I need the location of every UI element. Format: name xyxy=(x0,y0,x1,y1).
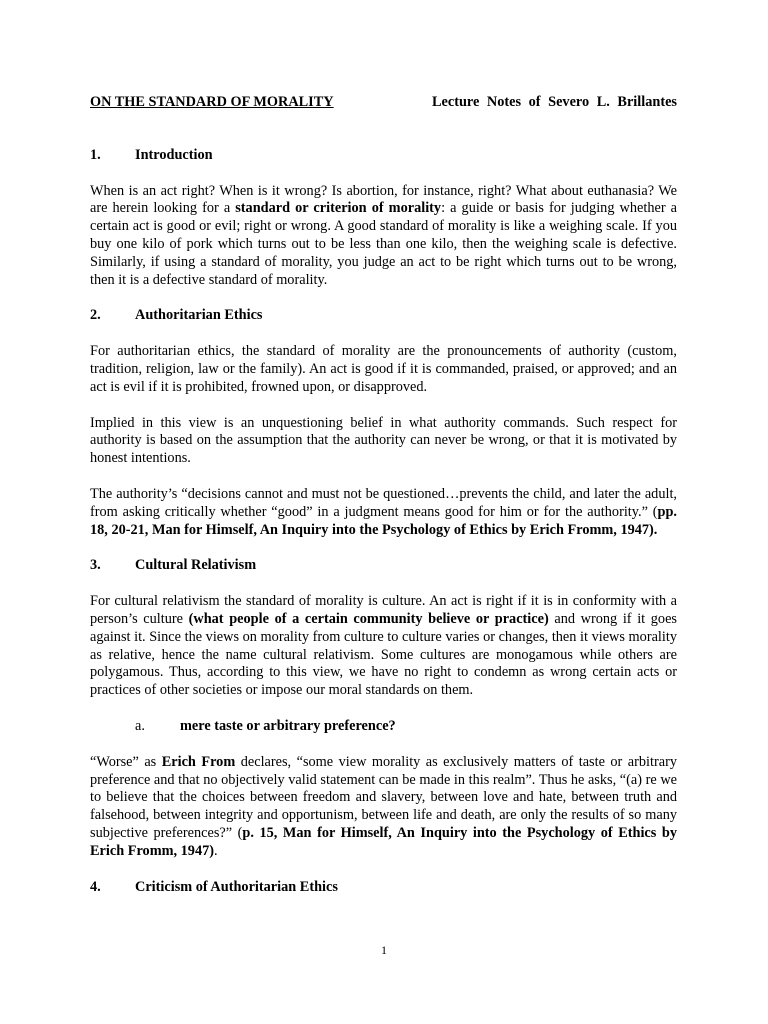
document-title: ON THE STANDARD OF MORALITY xyxy=(90,94,334,110)
section-number: 3. xyxy=(90,557,101,574)
text-run: and wrong if it goes against it. Since the views on morality from culture to culture varies or changes, then it views morality as relative, hence the name cultural relativism. Some cultures are monogamous while others are polygamous. Thus, according to this view, we have no right to condemn as wrong certain acts or practices of other societies or impose our moral standards on them. xyxy=(90,610,677,699)
text-run: declares, “some view morality as exclusively matters of taste or arbitrary preference and that no objectively valid statement can be made in this realm”. Thus he asks, “(a) re we to believe that the choices between freedom and slavery, between love and hate, between truth and falsehood, between integrity and opportunism, between life and death, are only the results of so many subjective preferences?” ( xyxy=(90,753,678,841)
subsection-heading-taste-preference xyxy=(90,718,677,736)
citation: pp. 18, 20-21, Man for Himself, An Inquiry into the Psychology of Ethics by Erich Fromm, 1947). xyxy=(90,503,677,538)
section-heading-authoritarian-ethics xyxy=(90,307,677,325)
section-number: 2. xyxy=(90,307,101,324)
text-run: : a guide or basis for judging whether a certain act is good or evil; right or wrong. A good standard of morality is like a weighing scale. If you buy one kilo of pork which turns out to be less than one kilo, then the weighing scale is defective. Similarly, if using a standard of morality, you judge an act to be right which turns out to be wrong, then it is a defective standard of morality. xyxy=(90,200,677,288)
page-number: 1 xyxy=(381,943,387,957)
document-header xyxy=(90,94,677,112)
section-title: Cultural Relativism xyxy=(135,557,257,574)
citation: p. 15, Man for Himself, An Inquiry into the Psychology of Ethics by Erich Fromm, 1947) xyxy=(90,824,677,859)
section-number: 4. xyxy=(90,878,101,895)
text-run: The authority’s “decisions cannot and must not be questioned…prevents the child, and later the adult, from asking critically whether “good” in a judgment means good for him or for the authority.” ( xyxy=(90,485,677,520)
text-run: . xyxy=(214,842,218,859)
section-heading-criticism xyxy=(90,879,677,897)
introduction-paragraph xyxy=(90,183,677,290)
subsection-title: mere taste or arbitrary preference? xyxy=(180,717,396,734)
bold-term: standard or criterion of morality xyxy=(235,200,442,217)
section-heading-cultural-relativism xyxy=(90,557,677,575)
section-title: Introduction xyxy=(135,146,213,163)
cultural-relativism-paragraph-2 xyxy=(90,754,677,861)
authoritarian-paragraph-3 xyxy=(90,486,677,539)
cultural-relativism-paragraph-1 xyxy=(90,593,677,700)
page-content xyxy=(90,94,677,914)
subsection-number: a. xyxy=(135,717,145,734)
section-title: Authoritarian Ethics xyxy=(135,307,263,324)
bold-phrase: (what people of a certain community believe or practice) xyxy=(188,610,549,627)
section-title: Criticism of Authoritarian Ethics xyxy=(135,878,338,895)
section-heading-introduction xyxy=(90,147,677,165)
document-author: Lecture Notes of Severo L. Brillantes xyxy=(431,94,677,110)
bold-name: Erich From xyxy=(161,753,236,770)
authoritarian-paragraph-2: Implied in this view is an unquestioning belief in what authority commands. Such respect for authority is based on the assumption that the authority can never be wrong, or that it is motivated by honest intentions. xyxy=(90,414,677,467)
authoritarian-paragraph-1: For authoritarian ethics, the standard of morality are the pronouncements of authority (custom, tradition, religion, law or the family). An act is good if it is commanded, praised, or approved; and an act is evil if it is prohibited, frowned upon, or disapproved. xyxy=(90,343,677,395)
section-number: 1. xyxy=(90,146,101,163)
text-run: When is an act right? When is it wrong? Is abortion, for instance, right? What about euthanasia? We are herein looking for a xyxy=(90,182,677,217)
text-run: “Worse” as xyxy=(90,753,162,770)
text-run: For cultural relativism the standard of morality is culture. An act is right if it is in conformity with a person’s culture xyxy=(90,593,677,627)
